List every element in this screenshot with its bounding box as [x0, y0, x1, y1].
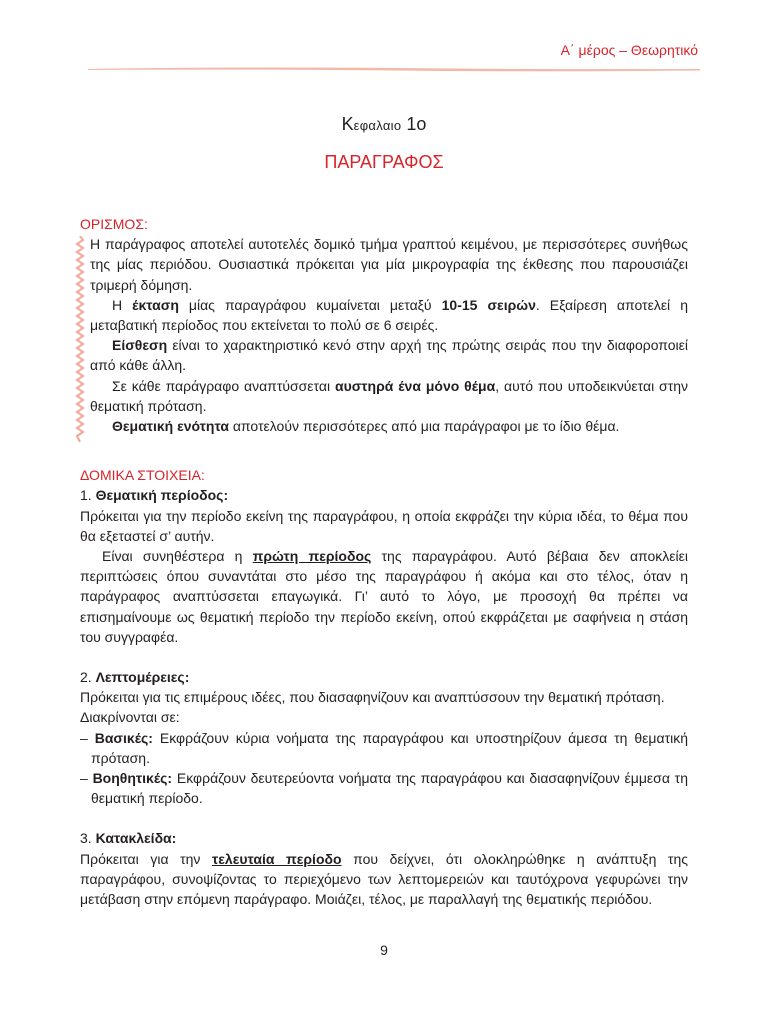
- text-run: είναι το χαρακτηριστικό κενό στην αρχή της πρώτης σειράς που την διαφοροποιεί από κάθε άλλη.: [90, 337, 688, 374]
- definition-paragraph-1: Η παράγραφος αποτελεί αυτοτελές δομικό τμήμα γραπτού κειμένου, με περισσότερες συνήθως της μίας περιόδου. Ουσιαστικά πρόκειται για μία μικρογραφία της έκθεσης που παρουσιάζει τριμερή δόμηση.: [90, 236, 688, 293]
- text-run: που δείχνει, ότι ολοκληρώθηκε η ανάπτυξη της παραγράφου, συνοψίζοντας το περιεχόμενο των λεπτομερειών και ταυτόχρονα γεφυρώνει την μετάβαση στην επόμενη παράγραφο. Μοιάζει, τέλος, με παραλλαγή της θεματικής περιόδου.: [80, 850, 688, 908]
- chapter-number: 1ο: [401, 114, 427, 134]
- spacer: [80, 808, 688, 828]
- bold-term: αυστηρά ένα μόνο θέμα: [334, 377, 496, 394]
- text-run: Πρόκειται για την: [80, 850, 213, 867]
- chapter-cap: Κ: [341, 114, 354, 134]
- main-content: [80, 214, 688, 909]
- section-1-paragraph-1: Πρόκειται για την περίοδο εκείνη της παραγράφου, η οποία εκφράζει την κύρια ιδέα, το θέμα που θα εξεταστεί σ’ αυτήν.: [80, 507, 688, 544]
- section-2-dash-item-1: [80, 728, 688, 768]
- page-title: ΠΑΡΑΓΡΑΦΟΣ: [324, 152, 444, 172]
- section-3-paragraph-1: [80, 849, 688, 910]
- section-2-dash-item-2: [80, 768, 688, 808]
- section-number: 2.: [80, 669, 96, 686]
- section-2-paragraph-1: Πρόκειται για τις επιμέρους ιδέες, που διασαφηνίζουν και αναπτύσσουν την θεματική πρόταση.: [80, 689, 665, 706]
- chapter-word: εφαλαιο: [353, 118, 402, 133]
- text-run: . Εξαίρεση αποτελεί η μεταβατική περίοδος που εκτείνεται το πολύ σε 6 σειρές.: [90, 296, 688, 334]
- section-3-heading: [80, 828, 688, 848]
- bold-term: Βοηθητικές:: [92, 770, 173, 787]
- text-run: Είναι συνηθέστερα η: [102, 548, 253, 565]
- bold-term: έκταση: [132, 296, 179, 313]
- section-number: 1.: [80, 487, 96, 504]
- section-1-paragraph-2: [80, 546, 688, 647]
- structure-heading: ΔΟΜΙΚΑ ΣΤΟΙΧΕΙΑ:: [80, 467, 205, 484]
- text-run: Εκφράζουν κύρια νοήματα της παραγράφου και υποστηρίζουν άμεσα τη θεματική πρόταση.: [91, 729, 688, 766]
- bold-term: Βασικές:: [94, 729, 153, 746]
- bold-term: Είσθεση: [112, 337, 168, 354]
- definition-paragraph-3: [90, 335, 688, 375]
- section-number: 3.: [80, 830, 96, 847]
- definition-heading: ΟΡΙΣΜΟΣ:: [80, 216, 148, 232]
- definition-paragraph-5: [90, 416, 688, 436]
- text-run: Σε κάθε παράγραφο αναπτύσσεται: [112, 377, 335, 394]
- section-2-heading: [80, 667, 688, 687]
- definition-block: [80, 234, 688, 436]
- section-2-paragraph-2: Διακρίνονται σε:: [80, 709, 180, 726]
- chapter-heading: [0, 114, 768, 135]
- spacer: [80, 436, 688, 465]
- dash-marker: –: [80, 770, 93, 787]
- underlined-term: τελευταία περίοδο: [212, 850, 342, 867]
- running-header: Α΄ μέρος – Θεωρητικό: [560, 42, 698, 58]
- spacer: [80, 647, 688, 667]
- text-run: της παραγράφου. Αυτό βέβαια δεν αποκλείει περιπτώσεις όπου συναντάται στο μέσο της παραγράφου ή ακόμα και στο τέλος, όταν η παράγραφος αναπτύσσεται επαγωγικά. Γι’ αυτό το λόγο, με προσοχή θα πρέπει να επισημαίνουμε ως θεματική περίοδο την περίοδο εκείνη, οπού εκφράζεται με σαφήνεια η στάση του συγγραφέα.: [80, 548, 688, 645]
- page-number: 9: [380, 942, 388, 958]
- bold-term: Θεματική ενότητα: [112, 418, 229, 435]
- text-run: , αυτό που υποδεικνύεται στην θεματική πρόταση.: [90, 377, 689, 414]
- section-1-heading: [80, 485, 688, 505]
- section-title: Κατακλείδα:: [95, 830, 177, 847]
- section-title: Λεπτομέρειες:: [95, 669, 190, 686]
- text-run: Εκφράζουν δευτερεύοντα νοήματα της παραγράφου και διασαφηνίζουν έμμεσα τη θεματική περίοδο.: [91, 770, 688, 807]
- bold-term: 10-15 σειρών: [441, 296, 536, 313]
- text-run: αποτελούν περισσότερες από μια παράγραφοι με το ίδιο θέμα.: [228, 418, 620, 435]
- section-title: Θεματική περίοδος:: [95, 487, 229, 504]
- text-run: Η: [112, 296, 133, 313]
- zigzag-rule: [75, 236, 85, 442]
- text-run: μίας παραγράφου κυμαίνεται μεταξύ: [178, 296, 442, 313]
- dash-marker: –: [80, 729, 95, 746]
- header-rule: [88, 66, 700, 72]
- underlined-term: πρώτη περίοδος: [252, 548, 372, 565]
- definition-paragraph-2: [90, 295, 688, 335]
- definition-paragraph-4: [90, 376, 688, 416]
